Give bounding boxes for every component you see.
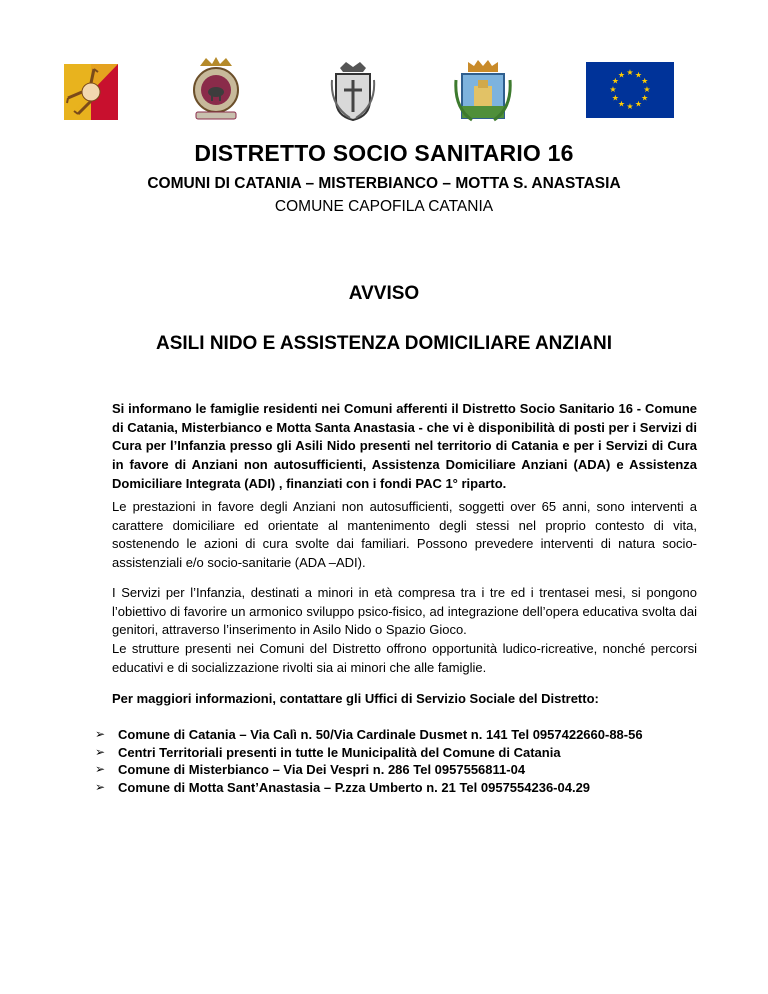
european-union-flag-icon	[586, 62, 674, 118]
sicily-region-emblem-icon	[64, 64, 118, 120]
list-item	[95, 779, 643, 797]
logo-row	[0, 56, 768, 126]
svg-text:★: ★	[641, 93, 649, 103]
svg-text:★: ★	[611, 76, 619, 86]
svg-text:★: ★	[643, 85, 651, 94]
contact-text: Comune di Catania – Via Calì n. 50/Via Cardinale Dusmet n. 141 Tel 0957422660-88-56	[118, 727, 643, 742]
svg-text:★: ★	[617, 99, 626, 109]
svg-text:★: ★	[634, 99, 643, 109]
municipalities-subtitle: COMUNI DI CATANIA – MISTERBIANCO – MOTTA S. ANASTASIA	[147, 175, 621, 192]
district-title: DISTRETTO SOCIO SANITARIO 16	[194, 140, 574, 166]
arrow-bullet-icon: ➢	[95, 762, 106, 776]
svg-text:★: ★	[634, 70, 643, 80]
catania-coat-of-arms-icon	[190, 56, 242, 122]
arrow-bullet-icon: ➢	[95, 727, 106, 741]
motta-coat-of-arms-icon	[452, 58, 514, 124]
svg-text:★: ★	[626, 102, 634, 111]
svg-text:★: ★	[611, 93, 619, 103]
svg-text:★: ★	[617, 70, 626, 80]
svg-text:★: ★	[641, 76, 649, 86]
list-item	[95, 761, 643, 779]
notice-heading: AVVISO	[348, 283, 420, 304]
arrow-bullet-icon: ➢	[95, 779, 106, 794]
lead-municipality: COMUNE CAPOFILA CATANIA	[274, 198, 494, 215]
contact-text: Comune di Misterbianco – Via Dei Vespri n. 286 Tel 0957556811-04	[118, 762, 526, 777]
contact-text: Comune di Motta Sant’Anastasia – P.zza Umberto n. 21 Tel 0957554236-04.29	[118, 779, 591, 795]
list-item	[95, 726, 643, 744]
contacts-intro: Per maggiori informazioni, contattare gli Uffici di Servizio Sociale del Distretto:	[112, 691, 599, 706]
notice-subject: ASILI NIDO E ASSISTENZA DOMICILIARE ANZIANI	[155, 333, 612, 354]
childcare-paragraph	[112, 584, 697, 678]
contacts-list	[95, 726, 643, 796]
misterbianco-coat-of-arms-icon	[330, 60, 376, 122]
elderly-services-paragraph: Le prestazioni in favore degli Anziani non autosufficienti, soggetti over 65 anni, sono interventi a carattere domiciliare ed orientate al mantenimento degli stessi nel proprio contesto di vita, sostenendo le azioni di cura svolte dai familiari. Possono prevedere interventi di natura socio-assistenziali e/o socio-sanitarie (ADA –ADI).	[112, 499, 697, 571]
svg-text:★: ★	[609, 85, 617, 94]
childcare-text-2: Le strutture presenti nei Comuni del Distretto offrono opportunità ludico-ricreative, nonché percorsi educativi e di socializzazione rivolti sia ai minori che alle famiglie.	[112, 641, 697, 675]
list-item	[95, 744, 643, 762]
intro-paragraph: Si informano le famiglie residenti nei Comuni afferenti il Distretto Socio Sanitario 16 - Comune di Catania, Misterbianco e Motta Santa Anastasia - che vi è disponibilità di posti per i Servizi di Cura per l’Infanzia presso gli Asili Nido presenti nel territorio di Catania e per i Servizi di Cura in favore di Anziani non autosufficienti, Assistenza Domiciliare Anziani (ADA) e Assistenza Domiciliare Integrata (ADI) , finanziati con i fondi PAC 1° riparto.	[112, 401, 697, 491]
childcare-text-1: I Servizi per l’Infanzia, destinati a minori in età compresa tra i tre ed i trentasei mesi, si pongono l’obiettivo di favorire un armonico sviluppo psico-fisico, ad integrazione dell’opera educativa svolta dai genitori, attraverso l’inserimento in Asilo Nido o Spazio Gioco.	[112, 585, 697, 638]
arrow-bullet-icon: ➢	[95, 744, 106, 759]
contact-text: Centri Territoriali presenti in tutte le Municipalità del Comune di Catania	[118, 744, 561, 760]
svg-text:★: ★	[626, 68, 634, 77]
